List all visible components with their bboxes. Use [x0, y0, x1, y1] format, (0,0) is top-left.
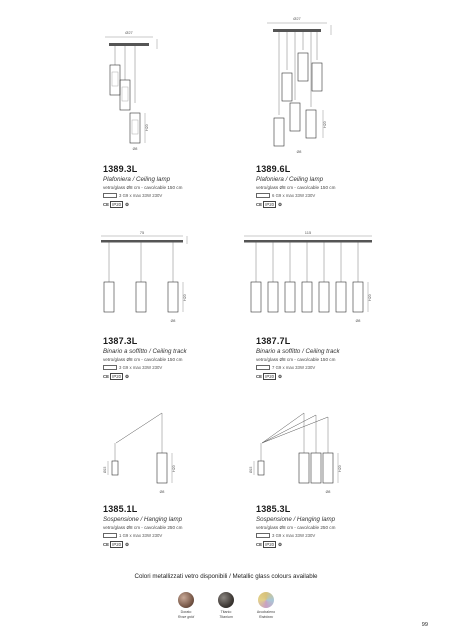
product-name: Binario a soffitto / Ceiling track: [103, 348, 187, 355]
product-name: Sospensione / Hanging lamp: [256, 516, 336, 523]
dim-top: 75: [139, 230, 145, 235]
swatch-name-it: Titanio: [220, 610, 232, 614]
product-code: 1385.3L: [256, 504, 291, 514]
dim-height: H20: [368, 294, 372, 301]
ip-rating: IP20: [265, 542, 275, 547]
product-code: 1387.7L: [256, 336, 291, 346]
ce-mark: CE: [103, 374, 109, 379]
product-name: Plafoniera / Ceiling lamp: [103, 176, 171, 183]
ip-rating: IP20: [265, 374, 275, 379]
swatch-titanium: [218, 592, 234, 608]
class-icon: ⚙: [278, 542, 282, 547]
drawing-1389-6l: [255, 15, 355, 160]
ip-rating: IP20: [265, 202, 275, 207]
product-desc: vetro/glass Ø8 cm - cavo/cable 150 cm: [256, 185, 336, 190]
product-marks: [256, 201, 282, 208]
bulb-icon: [256, 193, 270, 198]
dim-base: Ø15: [249, 466, 253, 473]
product-marks: [256, 373, 282, 380]
class-icon: ⚙: [278, 374, 282, 379]
product-desc: vetro/glass Ø8 cm - cavo/cable 150 cm: [256, 357, 336, 362]
dim-top: Ø27: [125, 30, 133, 35]
spec-text: 7 G9 x max 33W 230V: [272, 365, 316, 370]
product-code: 1389.6L: [256, 164, 291, 174]
page-number: 99: [421, 622, 428, 628]
ce-mark: CE: [256, 374, 262, 379]
dim-top: Ø27: [293, 16, 301, 21]
ce-mark: CE: [256, 202, 262, 207]
ip-rating: IP20: [112, 374, 122, 379]
bulb-icon: [103, 193, 117, 198]
product-code: 1385.1L: [103, 504, 138, 514]
drawing-1387-7l: [238, 230, 378, 330]
product-spec: [256, 533, 315, 538]
product-desc: vetro/glass Ø8 cm - cavo/cable 150 cm: [103, 185, 183, 190]
dim-height: H20: [183, 294, 187, 301]
colours-title: Colori metallizzati vetro disponibili / Metallic glass colours available: [134, 573, 318, 580]
ce-mark: CE: [256, 542, 262, 547]
bulb-icon: [256, 365, 270, 370]
dim-height: H20: [323, 121, 327, 128]
product-spec: [256, 193, 315, 198]
class-icon: ⚙: [278, 202, 282, 207]
product-spec: [103, 365, 162, 370]
class-icon: ⚙: [125, 542, 129, 547]
swatch-rose-gold: [178, 592, 194, 608]
class-icon: ⚙: [125, 202, 129, 207]
spec-text: 3 G9 x max 33W 230V: [272, 533, 316, 538]
ce-mark: CE: [103, 542, 109, 547]
product-desc: vetro/glass Ø8 cm - cavo/cable 150 cm: [103, 357, 183, 362]
product-marks: [103, 541, 129, 548]
class-icon: ⚙: [125, 374, 129, 379]
dim-base: Ø15: [103, 466, 107, 473]
dim-top: 115: [304, 230, 312, 235]
drawing-1387-3l: [95, 230, 195, 330]
product-code: 1389.3L: [103, 164, 138, 174]
swatch-label: [206, 610, 246, 619]
swatch-name-en: Rainbow: [259, 614, 273, 619]
ip-rating: IP20: [112, 542, 122, 547]
swatch-name-en: Rose gold: [177, 614, 195, 619]
dim-diam: Ø8: [296, 150, 302, 154]
product-spec: [103, 533, 162, 538]
swatch-rainbow: [258, 592, 274, 608]
product-marks: [103, 201, 129, 208]
spec-text: 6 G9 x max 33W 230V: [272, 193, 316, 198]
bulb-icon: [256, 533, 270, 538]
product-code: 1387.3L: [103, 336, 138, 346]
product-desc: vetro/glass Ø8 cm - cavo/cable 250 cm: [256, 525, 336, 530]
product-name: Sospensione / Hanging lamp: [103, 516, 183, 523]
dim-height: H20: [338, 465, 342, 472]
product-desc: vetro/glass Ø8 cm - cavo/cable 250 cm: [103, 525, 183, 530]
dim-diam: Ø8: [325, 490, 331, 494]
dim-height: H20: [145, 124, 149, 131]
dim-height: H20: [172, 465, 176, 472]
drawing-1385-3l: [248, 395, 358, 500]
bulb-icon: [103, 533, 117, 538]
dim-diam: Ø8: [159, 490, 165, 494]
swatch-label: [246, 610, 286, 619]
product-name: Plafoniera / Ceiling lamp: [256, 176, 324, 183]
swatch-name-it: Dorato: [180, 610, 192, 614]
swatch-label: [166, 610, 206, 619]
spec-text: 1 G9 x max 33W 230V: [119, 533, 163, 538]
drawing-1385-1l: [100, 395, 190, 500]
ip-rating: IP20: [112, 202, 122, 207]
ce-mark: CE: [103, 202, 109, 207]
product-marks: [256, 541, 282, 548]
product-spec: [103, 193, 162, 198]
dim-diam: Ø8: [355, 319, 361, 323]
spec-text: 3 G9 x max 33W 230V: [119, 365, 163, 370]
dim-diam: Ø8: [170, 319, 176, 323]
product-marks: [103, 373, 129, 380]
bulb-icon: [103, 365, 117, 370]
swatch-name-en: Titanium: [219, 614, 233, 619]
product-name: Binario a soffitto / Ceiling track: [256, 348, 340, 355]
product-spec: [256, 365, 315, 370]
dim-diam: Ø8: [132, 147, 138, 151]
spec-text: 3 G9 x max 33W 230V: [119, 193, 163, 198]
drawing-1389-3l: [95, 25, 175, 160]
swatch-name-it: Arcobaleno: [256, 610, 276, 614]
